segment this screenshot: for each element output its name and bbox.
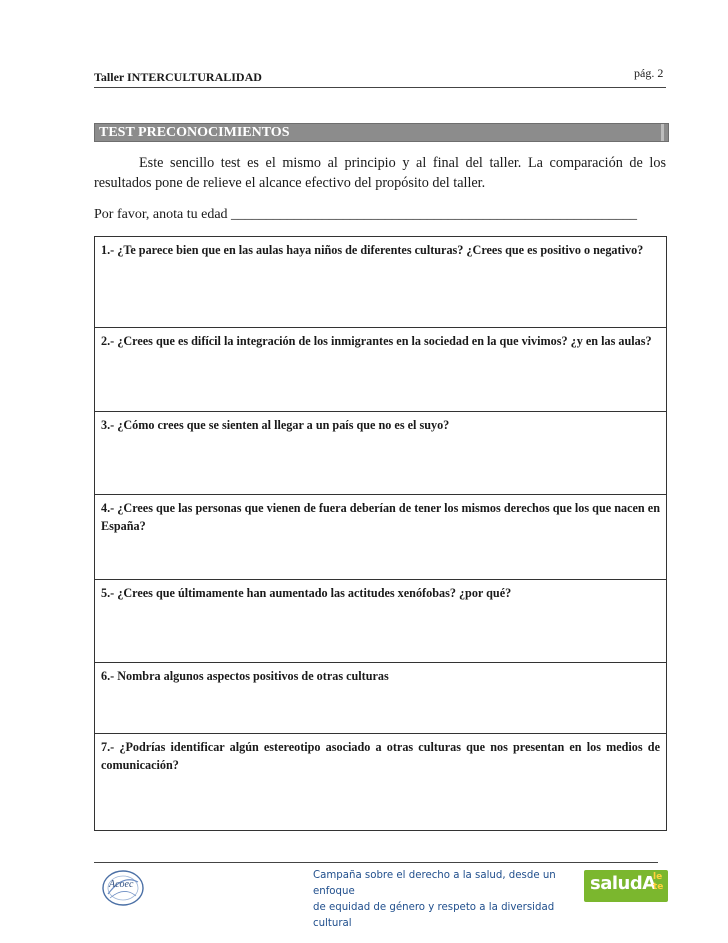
- acoec-logo-text: Acoec: [109, 879, 134, 890]
- question-text: 4.- ¿Crees que las personas que vienen de fuera deberían de tener los mismos derechos que los que nacen en España?: [101, 501, 660, 533]
- section-bar-end: [661, 124, 664, 141]
- intro-text: Este sencillo test es el mismo al principio y al final del taller. La comparación de los resultados pone de relieve el alcance efectivo del propósito del taller.: [94, 155, 666, 191]
- saludalete-logo-text: saludA: [590, 873, 656, 894]
- question-text: 6.- Nombra algunos aspectos positivos de otras culturas: [101, 669, 389, 683]
- age-prompt: Por favor, anota tu edad __________________________________________________________: [94, 207, 638, 222]
- question-text: 2.- ¿Crees que es difícil la integración de los inmigrantes en la sociedad en la que vivimos? ¿y en las aulas?: [101, 334, 652, 348]
- question-text: 1.- ¿Te parece bien que en las aulas haya niños de diferentes culturas? ¿Crees que es positivo o negativo?: [101, 243, 644, 257]
- question-text: 5.- ¿Crees que últimamente han aumentado las actitudes xenófobas? ¿por qué?: [101, 586, 512, 600]
- question-row[interactable]: [95, 734, 666, 830]
- question-row[interactable]: [95, 412, 666, 495]
- header-divider: [94, 87, 666, 88]
- intro-paragraph: [94, 153, 666, 193]
- questions-table: [94, 236, 667, 831]
- question-text: 3.- ¿Cómo crees que se sienten al llegar a un país que no es el suyo?: [101, 418, 450, 432]
- page-number: pág. 2: [634, 66, 664, 80]
- question-row[interactable]: [95, 328, 666, 412]
- question-text: 7.- ¿Podrías identificar algún estereotipo asociado a otras culturas que nos presentan en los medios de comunicación?: [101, 740, 660, 772]
- section-title-bar: [94, 123, 669, 142]
- footer-line-1: Campaña sobre el derecho a la salud, desde un enfoque: [313, 870, 556, 897]
- footer-line-2: de equidad de género y respeto a la diversidad cultural: [313, 902, 555, 929]
- question-row[interactable]: [95, 495, 666, 580]
- section-title: TEST PRECONOCIMIENTOS: [99, 125, 290, 140]
- question-row[interactable]: [95, 663, 666, 734]
- saludalete-logo-superscript: le te: [653, 872, 664, 892]
- question-row[interactable]: [95, 580, 666, 663]
- footer-campaign-text: [313, 868, 583, 932]
- saludalete-logo: [584, 870, 668, 902]
- footer-divider: [94, 862, 658, 863]
- document-title: Taller INTERCULTURALIDAD: [94, 70, 262, 84]
- question-row[interactable]: [95, 237, 666, 328]
